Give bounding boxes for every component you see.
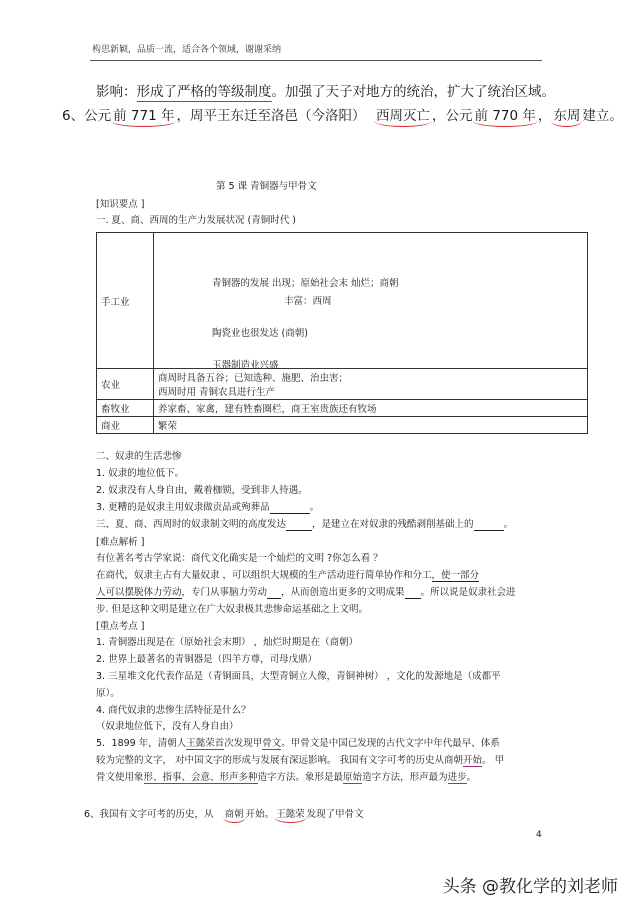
handcraft-label: 手工业 [97, 233, 154, 369]
difficult-line-1: 有位著名考古学家说：商代文化确实是一个灿烂的文明 ?你怎么看 ？ [96, 553, 383, 564]
underlined-dynasty: 商朝 [223, 809, 246, 823]
agriculture-content [154, 369, 588, 400]
text: 。所以说是奴隶社会进 [420, 587, 516, 598]
section-2-item-3 [96, 499, 319, 514]
underlined-text: 原始 [343, 772, 363, 783]
key-item-2: 2. 世界上最著名的青铜器是（四羊方尊，司母戊鼎） [96, 654, 318, 665]
commerce-content: 繁荣 [154, 417, 588, 434]
text: ，专门从事脑力劳动 [181, 587, 268, 598]
agri-line-2: 西周时用 青铜农具进行生产 [158, 387, 276, 398]
blank [405, 587, 421, 599]
underlined-text: 骨文 [262, 738, 282, 749]
section-2-heading: 二、奴隶的生活悲惨 [96, 451, 182, 462]
underlined-person: 王懿荣 [274, 809, 307, 823]
watermark: 头条 @教化学的刘老师 [442, 877, 618, 897]
bronze-line: 青铜器的发展 出现；原始社会末 灿烂；商朝 [212, 278, 399, 289]
underlined-text: ，使一部分 [431, 570, 480, 581]
underlined-text: 王懿荣首 [186, 738, 225, 749]
handcraft-content [154, 233, 588, 369]
text: 。 [503, 519, 514, 530]
text: 6、我国有文字可考的历史，从 [84, 809, 214, 820]
key-item-4-answer: （奴隶地位低下，没有人身自由） [96, 721, 239, 732]
underlined-dynasty: 东周 [551, 108, 582, 127]
text: 次发现甲 [224, 738, 263, 749]
section-3-heading [96, 516, 513, 531]
key-item-4: 4. 商代奴隶的悲惨生活特征是什么？ [96, 705, 251, 716]
text: 骨文使用象 [96, 772, 144, 783]
husbandry-label: 畜牧业 [97, 400, 154, 417]
section-2-item-1: 1. 奴隶的地位低下。 [96, 468, 185, 479]
knowledge-points-label: [知识要点 ] [96, 199, 145, 210]
page-header: 构思新颖，品质一流，适合各个领域，谢谢采纳 [92, 45, 282, 55]
lesson-title: 第 5 课 青铜器与甲骨文 [216, 181, 317, 192]
underlined-text: 进步 [447, 772, 467, 783]
difficult-line-2 [96, 567, 479, 581]
text: 6、公元 [62, 108, 112, 124]
text: 5．1899 年，清朝人 [96, 738, 187, 749]
text: ，从而创造出更多的文明成果 [281, 587, 405, 598]
difficult-points-label: [难点解析 ] [96, 537, 145, 548]
text: 。 甲 [482, 755, 505, 766]
item-6-line [62, 104, 623, 124]
bronze-line-2: 丰富：西周 [284, 296, 332, 307]
text: 。 [309, 502, 320, 513]
pottery-line: 陶瓷业也很发达 (商朝) [212, 328, 308, 339]
difficult-line-4: 步. 但是这种文明是建立在广大奴隶极其悲惨命运基础之上文明。 [96, 604, 369, 615]
text: ，是建立在对奴隶的残酷剥削基础上的 [312, 519, 474, 530]
key-item-3: 3. 三星堆文化代表作品是（青铜面具，大型青铜立人像，青铜神树） ，文化的发源地是（成都平 [96, 671, 501, 682]
underlined-year: 前 771 年 [111, 108, 176, 127]
text: 。 [466, 772, 477, 783]
agri-line-1: 商周时具备五谷；已知选种、施肥、治虫害； [158, 373, 349, 384]
section-2-item-2: 2. 奴隶没有人身自由，戴着枷锁，受到非人待遇。 [96, 485, 308, 496]
influence-line [96, 80, 555, 100]
text: 建立。 [582, 108, 623, 124]
text: 3. 更糟的是奴隶主用奴隶做贡品或殉葬品 [96, 502, 270, 513]
key-points-label: [重点考点 ] [96, 621, 145, 632]
influence-rest: 。加强了天子对地方的统治，扩大了统治区域。 [271, 84, 555, 100]
text: 较为完整的文字， 对中国文字的形成与发展有深远影响。 我国有文字可考的历史从商朝 [96, 755, 464, 766]
key-item-5-line-3 [96, 769, 476, 783]
husbandry-content: 养家畜、家禽，建有牲畜圈栏，商王室贵族还有牧场 [154, 400, 588, 417]
commerce-label: 商业 [97, 417, 154, 434]
jade-line: 玉器制造业兴盛 [212, 360, 279, 371]
key-item-1: 1. 青铜器出现是在（原始社会末期） ，灿烂时期是在（商朝） [96, 637, 359, 648]
text: 在商代，奴隶主占有大量奴隶 ，可以组织大规模的生产活动进行简单协作和分工 [96, 570, 432, 581]
blank [267, 587, 281, 599]
underlined-text: 形、指事、会意、形声多种 [143, 772, 258, 783]
text: ，公元 [432, 108, 473, 124]
influence-label: 影响： [96, 84, 137, 100]
text: 造字方法，形声最为 [362, 772, 448, 783]
item-6-writing [84, 806, 364, 820]
key-item-5-line-2 [96, 752, 504, 766]
key-item-3-cont: 原）。 [96, 688, 120, 699]
underlined-year: 前 770 年 [473, 108, 538, 127]
text: ， [537, 108, 552, 124]
influence-underlined: 形成了严格的等级制度 [136, 84, 272, 100]
header-divider [90, 60, 542, 61]
difficult-line-3 [96, 584, 516, 599]
text: 造字方法。象形是最 [257, 772, 344, 783]
underlined-event: 西周灭亡 [374, 108, 432, 127]
section-1-heading: 一. 夏、商、西周的生产力发展状况 (青铜时代 ) [96, 215, 296, 226]
agriculture-label: 农业 [97, 369, 154, 400]
blank [270, 502, 310, 514]
page-number: 4 [536, 830, 542, 840]
productivity-table [96, 232, 588, 434]
underlined-text: 开始 [463, 755, 483, 766]
blank [286, 519, 312, 531]
blank [474, 519, 504, 531]
text: ，周平王东迁至洛邑（今洛阳） [176, 108, 366, 124]
underlined-text: 人可以摆脱体力劳动 [96, 587, 182, 598]
text: 。甲骨文是中国已发现的古代文字中年代最早、体系 [281, 738, 500, 749]
text: 开始。 [245, 809, 275, 820]
text: 发现了甲骨文 [306, 809, 364, 820]
text: 三、夏、商、西周时的奴隶制文明的高度发达 [96, 519, 287, 530]
key-item-5 [96, 735, 500, 749]
